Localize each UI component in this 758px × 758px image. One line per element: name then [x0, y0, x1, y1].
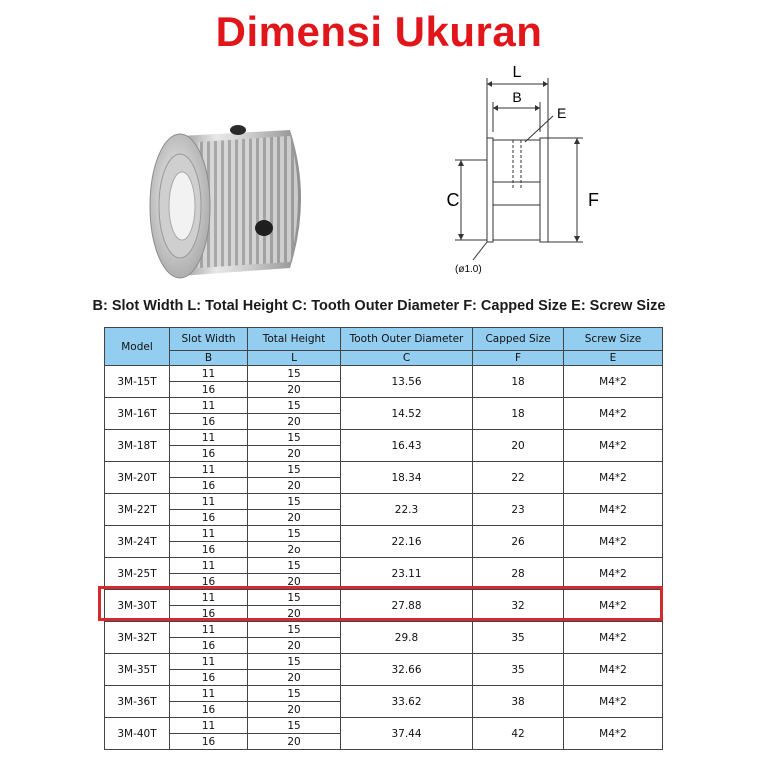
slot-width-cell: 16 — [170, 606, 248, 622]
table-row — [105, 366, 663, 382]
table-row — [105, 622, 663, 638]
slot-width-cell: 16 — [170, 478, 248, 494]
slot-width-cell: 11 — [170, 590, 248, 606]
total-height-cell: 2o — [248, 542, 341, 558]
model-cell: 3M-30T — [105, 590, 170, 622]
tooth-outer-diameter-cell: 22.16 — [341, 526, 473, 558]
screw-size-cell: M4*2 — [564, 526, 663, 558]
label-F: F — [588, 190, 599, 210]
tooth-outer-diameter-cell: 33.62 — [341, 686, 473, 718]
capped-size-cell: 35 — [473, 654, 564, 686]
capped-size-cell: 38 — [473, 686, 564, 718]
slot-width-cell: 16 — [170, 542, 248, 558]
slot-width-cell: 16 — [170, 446, 248, 462]
tooth-outer-diameter-cell: 18.34 — [341, 462, 473, 494]
model-cell: 3M-35T — [105, 654, 170, 686]
label-E: E — [557, 105, 567, 121]
total-height-cell: 15 — [248, 430, 341, 446]
slot-width-cell: 16 — [170, 574, 248, 590]
total-height-cell: 20 — [248, 382, 341, 398]
table-row — [105, 494, 663, 510]
total-height-cell: 20 — [248, 478, 341, 494]
slot-width-cell: 11 — [170, 654, 248, 670]
total-height-cell: 15 — [248, 494, 341, 510]
slot-width-cell: 11 — [170, 718, 248, 734]
screw-size-cell: M4*2 — [564, 590, 663, 622]
label-L: L — [512, 64, 522, 81]
tooth-outer-diameter-cell: 32.66 — [341, 654, 473, 686]
tooth-outer-diameter-cell: 14.52 — [341, 398, 473, 430]
slot-width-cell: 11 — [170, 622, 248, 638]
total-height-cell: 20 — [248, 414, 341, 430]
slot-width-cell: 16 — [170, 382, 248, 398]
tooth-outer-diameter-cell: 27.88 — [341, 590, 473, 622]
tooth-outer-diameter-cell: 16.43 — [341, 430, 473, 462]
slot-width-cell: 16 — [170, 670, 248, 686]
slot-width-cell: 11 — [170, 494, 248, 510]
screw-size-cell: M4*2 — [564, 558, 663, 590]
table-row — [105, 654, 663, 670]
dimension-legend: B: Slot Width L: Total Height C: Tooth Outer Diameter F: Capped Size E: Screw Size — [92, 298, 666, 314]
total-height-cell: 15 — [248, 526, 341, 542]
header-capped-size: Capped Size — [473, 328, 564, 351]
slot-width-cell: 16 — [170, 638, 248, 654]
screw-size-cell: M4*2 — [564, 622, 663, 654]
total-height-cell: 20 — [248, 606, 341, 622]
table-row — [105, 398, 663, 414]
tooth-outer-diameter-cell: 29.8 — [341, 622, 473, 654]
subheader-l: L — [248, 351, 341, 366]
slot-width-cell: 11 — [170, 430, 248, 446]
spec-table — [104, 327, 663, 750]
model-cell: 3M-40T — [105, 718, 170, 750]
total-height-cell: 20 — [248, 510, 341, 526]
total-height-cell: 15 — [248, 622, 341, 638]
model-cell: 3M-24T — [105, 526, 170, 558]
label-chamfer: (ø1.0) — [455, 264, 482, 275]
total-height-cell: 20 — [248, 670, 341, 686]
total-height-cell: 15 — [248, 366, 341, 382]
slot-width-cell: 16 — [170, 414, 248, 430]
model-cell: 3M-22T — [105, 494, 170, 526]
total-height-cell: 15 — [248, 686, 341, 702]
table-row — [105, 718, 663, 734]
capped-size-cell: 18 — [473, 366, 564, 398]
model-cell: 3M-32T — [105, 622, 170, 654]
slot-width-cell: 11 — [170, 686, 248, 702]
slot-width-cell: 16 — [170, 510, 248, 526]
tooth-outer-diameter-cell: 13.56 — [341, 366, 473, 398]
header-tooth-outer-diameter: Tooth Outer Diameter — [341, 328, 473, 351]
label-B: B — [512, 89, 522, 105]
model-cell: 3M-18T — [105, 430, 170, 462]
total-height-cell: 15 — [248, 462, 341, 478]
total-height-cell: 20 — [248, 446, 341, 462]
tooth-outer-diameter-cell: 37.44 — [341, 718, 473, 750]
capped-size-cell: 20 — [473, 430, 564, 462]
capped-size-cell: 22 — [473, 462, 564, 494]
model-cell: 3M-36T — [105, 686, 170, 718]
screw-size-cell: M4*2 — [564, 718, 663, 750]
screw-size-cell: M4*2 — [564, 494, 663, 526]
table-row — [105, 558, 663, 574]
slot-width-cell: 11 — [170, 366, 248, 382]
total-height-cell: 20 — [248, 702, 341, 718]
table-row — [105, 430, 663, 446]
model-cell: 3M-16T — [105, 398, 170, 430]
total-height-cell: 20 — [248, 638, 341, 654]
header-slot-width: Slot Width — [170, 328, 248, 351]
subheader-b: B — [170, 351, 248, 366]
tooth-outer-diameter-cell: 23.11 — [341, 558, 473, 590]
total-height-cell: 15 — [248, 590, 341, 606]
header-total-height: Total Height — [248, 328, 341, 351]
table-row — [105, 462, 663, 478]
label-C: C — [446, 190, 460, 210]
screw-size-cell: M4*2 — [564, 654, 663, 686]
capped-size-cell: 35 — [473, 622, 564, 654]
pulley-dimension-diagram — [425, 60, 635, 285]
model-cell: 3M-25T — [105, 558, 170, 590]
screw-size-cell: M4*2 — [564, 398, 663, 430]
page-title: Dimensi Ukuran — [215, 8, 543, 55]
header-screw-size: Screw Size — [564, 328, 663, 351]
capped-size-cell: 26 — [473, 526, 564, 558]
model-cell: 3M-15T — [105, 366, 170, 398]
total-height-cell: 15 — [248, 654, 341, 670]
subheader-c: C — [341, 351, 473, 366]
slot-width-cell: 16 — [170, 734, 248, 750]
total-height-cell: 20 — [248, 734, 341, 750]
model-cell: 3M-20T — [105, 462, 170, 494]
subheader-e: E — [564, 351, 663, 366]
screw-size-cell: M4*2 — [564, 462, 663, 494]
screw-size-cell: M4*2 — [564, 686, 663, 718]
total-height-cell: 15 — [248, 558, 341, 574]
total-height-cell: 15 — [248, 398, 341, 414]
table-row — [105, 686, 663, 702]
slot-width-cell: 16 — [170, 702, 248, 718]
slot-width-cell: 11 — [170, 398, 248, 414]
screw-size-cell: M4*2 — [564, 430, 663, 462]
subheader-f: F — [473, 351, 564, 366]
header-model: Model — [105, 328, 170, 366]
tooth-outer-diameter-cell: 22.3 — [341, 494, 473, 526]
screw-size-cell: M4*2 — [564, 366, 663, 398]
table-row — [105, 526, 663, 542]
capped-size-cell: 42 — [473, 718, 564, 750]
table-row — [105, 590, 663, 606]
slot-width-cell: 11 — [170, 462, 248, 478]
capped-size-cell: 18 — [473, 398, 564, 430]
slot-width-cell: 11 — [170, 526, 248, 542]
capped-size-cell: 32 — [473, 590, 564, 622]
timing-pulley-image — [140, 108, 320, 288]
slot-width-cell: 11 — [170, 558, 248, 574]
total-height-cell: 20 — [248, 574, 341, 590]
capped-size-cell: 23 — [473, 494, 564, 526]
capped-size-cell: 28 — [473, 558, 564, 590]
total-height-cell: 15 — [248, 718, 341, 734]
